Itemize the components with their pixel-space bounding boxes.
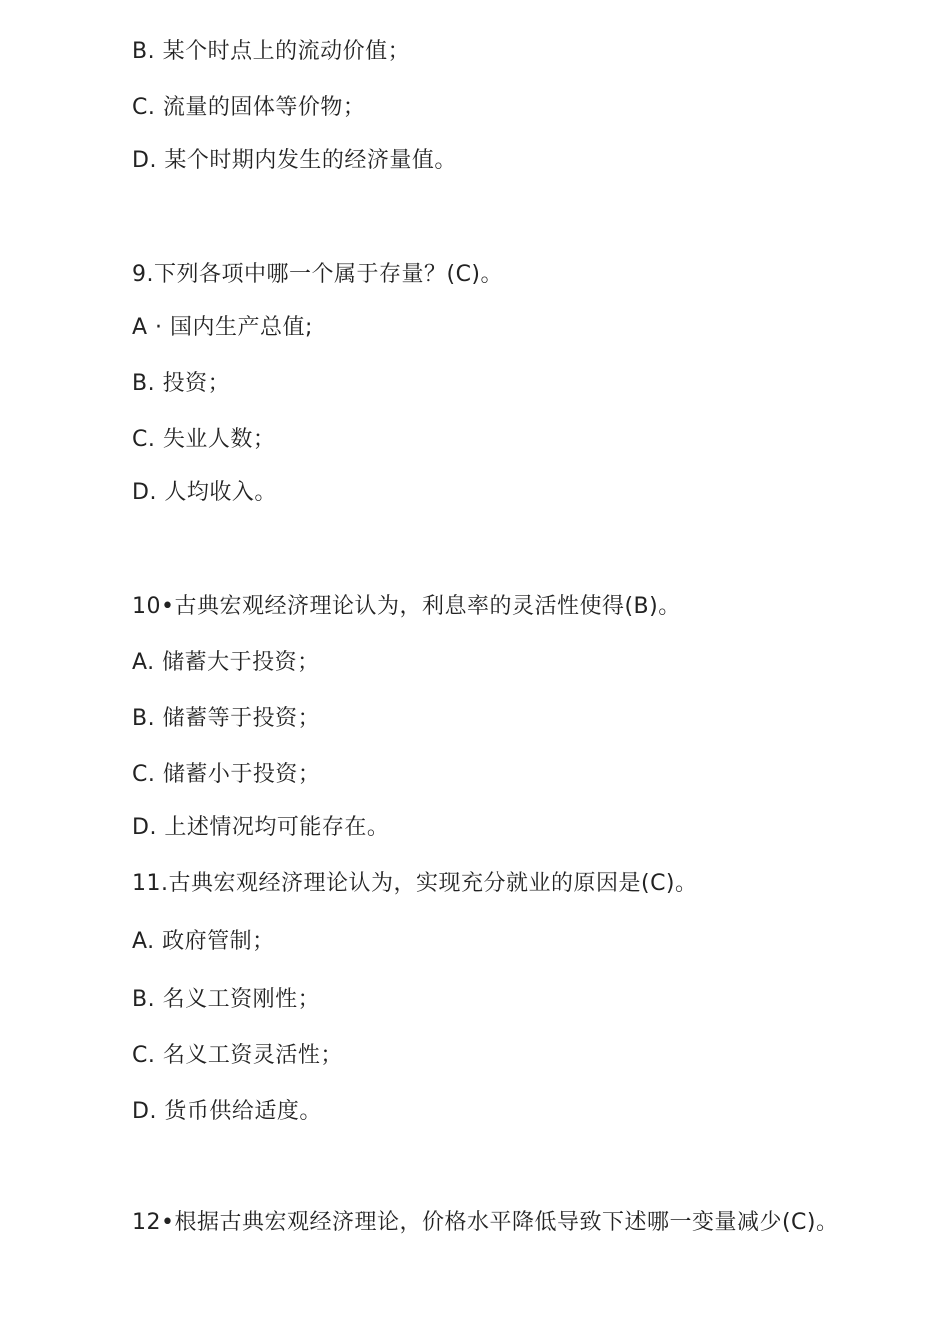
q9-option-d: D. 人均收入。 [132, 480, 277, 505]
q11-option-a: A. 政府管制； [132, 929, 275, 954]
q12-question: 12•根据古典宏观经济理论，价格水平降低导致下述哪一变量减少(C)。 [132, 1210, 839, 1235]
q8-option-d: D. 某个时期内发生的经济量值。 [132, 148, 457, 173]
q10-question: 10•古典宏观经济理论认为，利息率的灵活性使得(B)。 [132, 594, 681, 619]
q11-option-b: B. 名义工资刚性； [132, 987, 321, 1012]
q9-option-c: C. 失业人数； [132, 427, 276, 452]
q11-option-d: D. 货币供给适度。 [132, 1099, 322, 1124]
q9-question: 9.下列各项中哪一个属于存量？(C)。 [132, 262, 504, 287]
q10-option-c: C. 储蓄小于投资； [132, 762, 321, 787]
q8-option-c: C. 流量的固体等价物； [132, 95, 366, 120]
q10-option-b: B. 储蓄等于投资； [132, 706, 321, 731]
q9-option-b: B. 投资； [132, 371, 231, 396]
q11-question: 11.古典宏观经济理论认为，实现充分就业的原因是(C)。 [132, 871, 698, 896]
q9-option-a: A · 国内生产总值; [132, 315, 313, 340]
q10-option-d: D. 上述情况均可能存在。 [132, 815, 390, 840]
q11-option-c: C. 名义工资灵活性； [132, 1043, 343, 1068]
q8-option-b: B. 某个时点上的流动价值； [132, 39, 411, 64]
q10-option-a: A. 储蓄大于投资； [132, 650, 320, 675]
